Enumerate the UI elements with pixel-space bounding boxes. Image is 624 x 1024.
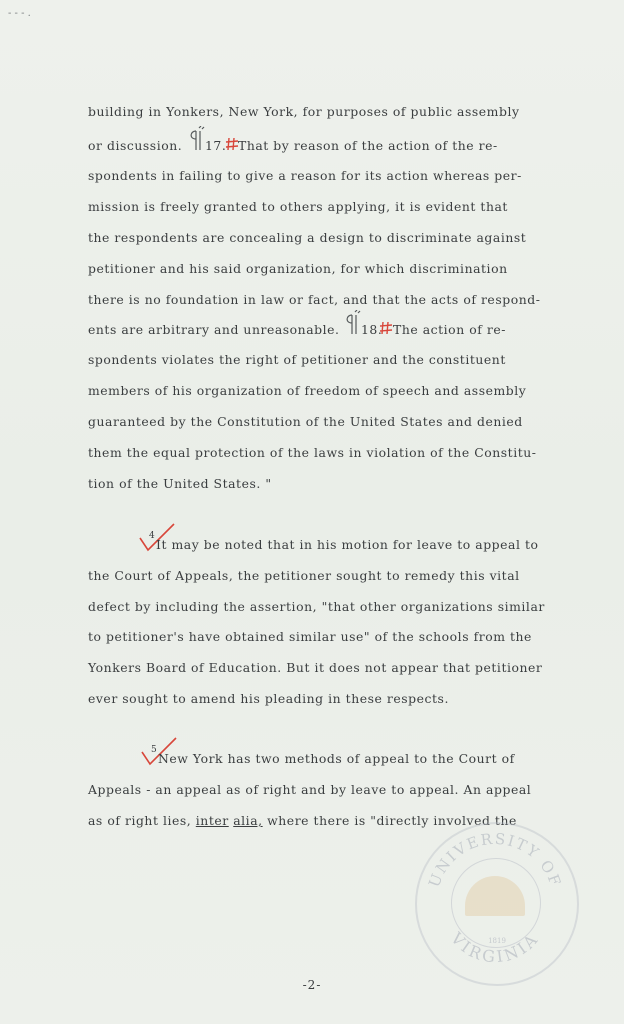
text-line: mission is freely granted to others applying, it is evident that (88, 199, 508, 214)
text-line: building in Yonkers, New York, for purposes of public assembly (88, 104, 520, 119)
text-fragment: as of right lies, (88, 813, 192, 828)
red-hash-mark-icon (379, 320, 393, 336)
text-line: defect by including the assertion, "that other organizations similar (88, 599, 545, 614)
paragraph-mark-icon (186, 126, 206, 152)
text-line: guaranteed by the Constitution of the United States and denied (88, 414, 523, 429)
text-line: New York has two methods of appeal to the Court of (158, 751, 515, 766)
page-number: -2- (302, 978, 322, 992)
text-line: members of his organization of freedom of speech and assembly (88, 383, 527, 398)
text-line: there is no foundation in law or fact, and that the acts of respond- (88, 292, 541, 307)
text-line: petitioner and his said organization, for which discrimination (88, 261, 508, 276)
text-line: Appeals - an appeal as of right and by leave to appeal. An appeal (88, 782, 532, 797)
paragraph-number: 17. (205, 138, 227, 153)
paragraph-mark-icon (342, 310, 362, 336)
red-hash-mark-icon (225, 136, 239, 152)
text-line: the Court of Appeals, the petitioner sought to remedy this vital (88, 568, 520, 583)
text-line: tion of the United States. " (88, 476, 272, 491)
text-line: It may be noted that in his motion for leave to appeal to (156, 537, 539, 552)
text-line: them the equal protection of the laws in violation of the Constitu- (88, 445, 537, 460)
paragraph-number: 18. (361, 322, 383, 337)
text-fragment: ents are arbitrary and unreasonable. (88, 322, 340, 337)
text-line: spondents in failing to give a reason for its action whereas per- (88, 168, 522, 183)
footnote-number: 5 (151, 745, 158, 755)
text-line (88, 138, 182, 153)
text-line: spondents violates the right of petitioner and the constituent (88, 352, 506, 367)
seal-text-bottom: VIRGINIA (447, 928, 543, 967)
text-fragment: or discussion. (88, 138, 183, 153)
seal-text-top: UNIVERSITY OF (425, 829, 565, 890)
underlined-term: inter (195, 813, 229, 828)
seal-year: 1819 (488, 937, 506, 945)
text-line: to petitioner's have obtained similar use" of the schools from the (88, 629, 532, 644)
text-fragment: That by reason of the action of the re- (238, 138, 498, 153)
text-line: ever sought to amend his pleading in these respects. (88, 691, 449, 706)
text-line: the respondents are concealing a design to discriminate against (88, 230, 527, 245)
footnote-number: 4 (149, 531, 156, 541)
text-fragment: The action of re- (393, 322, 506, 337)
text-line: Yonkers Board of Education. But it does not appear that petitioner (88, 660, 543, 675)
corner-mark: - - - . (8, 8, 31, 19)
underlined-term: alia, (233, 813, 263, 828)
text-fragment: where there is "directly involved the (267, 813, 517, 828)
university-seal (415, 822, 579, 986)
